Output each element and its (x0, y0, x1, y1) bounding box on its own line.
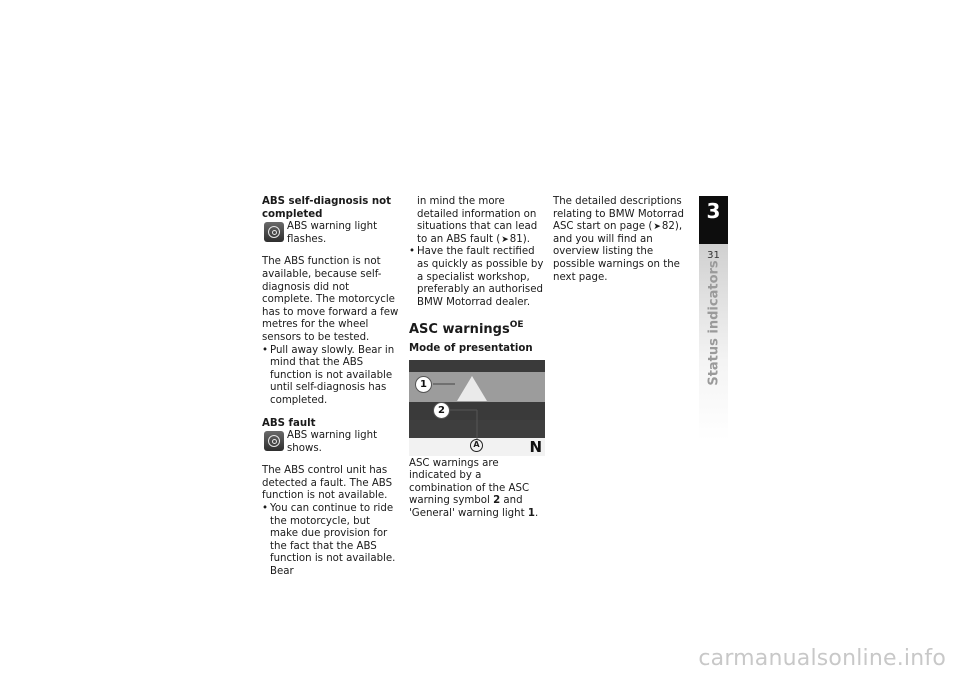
heading-abs-fault: ABS fault (262, 417, 316, 429)
column-1 (262, 196, 400, 579)
gear-indicator: N (529, 437, 542, 456)
abs-flash-row (262, 221, 400, 246)
callout-1: 1 (415, 376, 432, 393)
continuation-text: in mind the more detailed information on situations that can lead to an ABS fault (➤81). (417, 196, 538, 245)
bullet-continuation (409, 196, 547, 246)
para-abs-fault: The ABS control unit has detected a fault. The ABS function is not available. (262, 465, 393, 502)
bullet-pull-away: • Pull away slowly. Bear in mind that the ABS function is not available until self-diagnosis has completed. (262, 345, 400, 408)
section-title-asc-warnings: ASC warnings$^{OE}$ (409, 320, 524, 338)
bullet-rectify-text: Have the fault rectified as quickly as possible by a specialist workshop, preferably an authorised BMW Motorrad dealer. (417, 246, 544, 308)
bullet-rectify: • Have the fault rectified as quickly as possible by a specialist workshop, preferably an authorised BMW Motorrad dealer. (409, 246, 547, 309)
asc-warning-symbol-icon: A (470, 439, 483, 452)
bullet-pull-away-text: Pull away slowly. Bear in mind that the ABS function is not available until self-diagnosis has completed. (270, 344, 395, 406)
page-number: 31 (707, 250, 720, 261)
dashboard-figure (409, 360, 545, 456)
abs-flash-text: ABS warning light flashes. (287, 221, 378, 245)
abs-shows-row (262, 430, 400, 455)
subheading-mode-of-presentation: Mode of presentation (409, 342, 533, 354)
chapter-number: 3 (706, 199, 721, 223)
para-detailed-descriptions: The detailed descriptions relating to BMW Motorrad ASC start on page (➤82), and you will find an overview listing the possible warnings on the next page. (553, 196, 685, 283)
callout-lines (409, 360, 545, 456)
heading-abs-self-diagnosis: ABS self-diagnosis not completed (262, 196, 391, 220)
para-abs-not-available: The ABS function is not available, because self-diagnosis did not complete. The motorcycle has to move forward a few metres for the wheel sensors to be tested. (262, 256, 399, 343)
oe-superscript: OE (509, 320, 524, 331)
abs-shows-text: ABS warning light shows. (287, 430, 378, 454)
abs-warning-icon (264, 431, 284, 451)
abs-warning-icon (264, 222, 284, 242)
page-ref-arrow-icon: ➤ (501, 234, 509, 245)
para-asc-warnings: ASC warnings are indicated by a combination of the ASC warning symbol 2 and 'General' warning light 1. (409, 457, 539, 519)
callout-2: 2 (433, 402, 450, 419)
chapter-tab (699, 196, 728, 244)
column-3 (553, 196, 691, 284)
page-ref-arrow-icon: ➤ (653, 222, 661, 233)
bullet-continue-ride: • You can continue to ride the motorcycle, but make due provision for the fact that the ABS function is not available. Bear (262, 503, 400, 579)
chapter-side-label: Status indicators (706, 260, 721, 386)
watermark: carmanualsonline.info (698, 646, 946, 671)
bullet-continue-ride-text: You can continue to ride the motorcycle, but make due provision for the fact that the ABS function is not available. Bear (270, 503, 396, 578)
column-2 (409, 196, 547, 521)
